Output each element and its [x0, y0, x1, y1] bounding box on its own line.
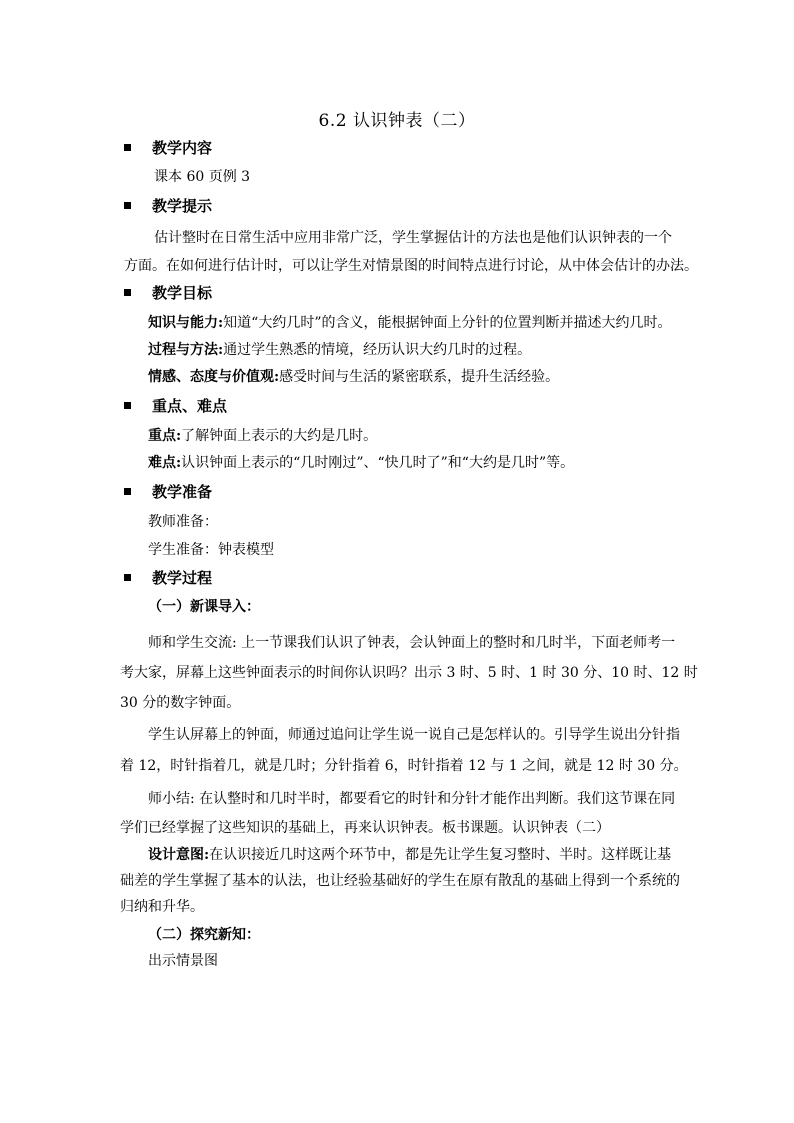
design-intent-line-2: 础差的学生掌握了基本的认法，也让经验基础好的学生在原有散乱的基础上得到一个系统的: [120, 873, 680, 889]
design-intent-line-1: 设计意图:在认识接近几时这两个环节中，都是先让学生复习整时、半时。这样既让基: [148, 847, 672, 863]
section-heading-goals: 教学目标: [124, 283, 212, 303]
goal-process: 过程与方法:通过学生熟悉的情境，经历认识大约几时的过程。: [148, 342, 532, 358]
hint-paragraph-line-1: 估计整时在日常生活中应用非常广泛，学生掌握估计的方法也是他们认识钟表的一个: [154, 230, 672, 246]
subsection-intro: （一）新课导入：: [148, 599, 260, 615]
section-heading-key-points: 重点、难点: [124, 396, 227, 416]
bullet-square-icon: [124, 574, 131, 581]
recognition-paragraph-line-2: 着 12，时针指着几，就是几时；分针指着 6，时针指着 12 与 1 之间，就是 12 时 30 分。: [120, 758, 688, 774]
summary-paragraph-line-2: 学们已经掌握了这些知识的基础上，再来认识钟表。板书课题。认识钟表（二）: [120, 820, 610, 836]
intro-paragraph-line-2: 考大家，屏幕上这些钟面表示的时间你认识吗？出示 3 时、5 时、1 时 30 分、10 时、12 时: [120, 665, 698, 681]
difficult-point: 难点:认识钟面上表示的“几时刚过”、“快几时了”和“大约是几时”等。: [148, 455, 575, 471]
section-heading-process: 教学过程: [124, 568, 212, 588]
student-preparation: 学生准备：钟表模型: [148, 542, 274, 558]
section-heading-content: 教学内容: [124, 138, 212, 158]
design-intent-line-3: 归纳和升华。: [120, 899, 204, 915]
show-scene-image-text: 出示情景图: [148, 953, 218, 969]
intro-paragraph-line-3: 30 分的数字钟面。: [120, 695, 241, 711]
recognition-paragraph-line-1: 学生认屏幕上的钟面，师通过追问让学生说一说自己是怎样认的。引导学生说出分针指: [148, 727, 680, 743]
hint-paragraph-line-2: 方面。在如何进行估计时，可以让学生对情景图的时间特点进行讨论，从中体会估计的办法。: [124, 258, 698, 274]
section-heading-preparation: 教学准备: [124, 482, 212, 502]
goal-knowledge: 知识与能力:知道“大约几时”的含义，能根据钟面上分针的位置判断并描述大约几时。: [148, 315, 672, 331]
intro-paragraph-line-1: 师和学生交流: 上一节课我们认识了钟表，会认钟面上的整时和几时半，下面老师考一: [148, 635, 676, 651]
bullet-square-icon: [124, 488, 131, 495]
bullet-square-icon: [124, 402, 131, 409]
key-point: 重点:了解钟面上表示的大约是几时。: [148, 428, 378, 444]
bullet-square-icon: [124, 144, 131, 151]
teacher-preparation: 教师准备：: [148, 514, 218, 530]
summary-paragraph-line-1: 师小结: 在认整时和几时半时，都要看它的时针和分针才能作出判断。我们这节课在同: [148, 791, 676, 807]
subsection-explore: （二）探究新知：: [148, 927, 260, 943]
page-title: 6.2 认识钟表（二）: [318, 111, 476, 131]
goal-emotion: 情感、态度与价值观:感受时间与生活的紧密联系，提升生活经验。: [148, 369, 560, 385]
bullet-square-icon: [124, 202, 131, 209]
bullet-square-icon: [124, 289, 131, 296]
textbook-reference: 课本 60 页例 3: [154, 169, 251, 185]
section-heading-hints: 教学提示: [124, 196, 212, 216]
